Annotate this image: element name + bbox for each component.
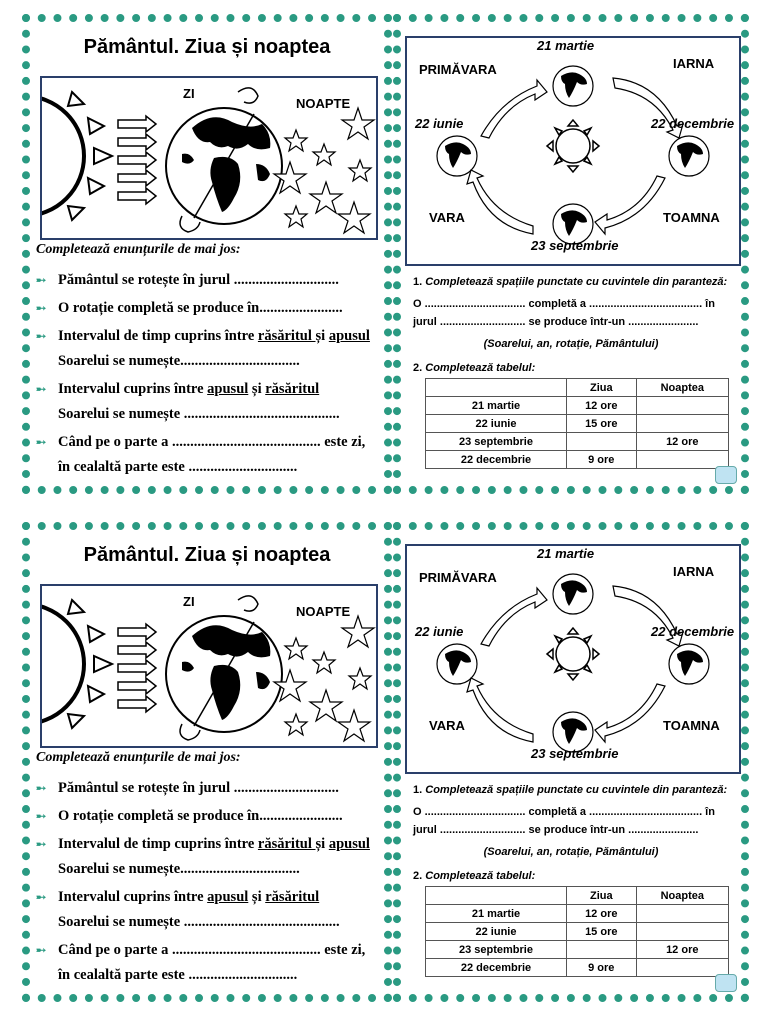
bullet-arrow-icon: ➸ bbox=[36, 809, 47, 823]
season-label: PRIMĂVARA bbox=[419, 62, 497, 77]
left-card bbox=[22, 522, 392, 1002]
statement-text: Soarelui se numește ........................................... bbox=[58, 914, 340, 930]
table-cell[interactable]: 21 martie bbox=[426, 905, 567, 923]
statement-item bbox=[36, 296, 374, 321]
table-cell[interactable]: 9 ore bbox=[567, 959, 637, 977]
task1-line: O ................................. completă a ..................................... în bbox=[413, 806, 715, 818]
season-label: IARNA bbox=[673, 564, 715, 579]
task1-heading: 1. Completează spațiile punctate cu cuvintele din paranteză: bbox=[413, 276, 728, 288]
season-label: VARA bbox=[429, 210, 465, 225]
statement-text: Soarelui se numește ........................................... bbox=[58, 406, 340, 422]
statement-item bbox=[36, 430, 374, 480]
statement-text: Intervalul cuprins între bbox=[58, 381, 208, 397]
instruction-text: Completează enunțurile de mai jos: bbox=[36, 242, 241, 257]
statement-item bbox=[36, 268, 374, 293]
table-header: Noaptea bbox=[636, 887, 728, 905]
bullet-arrow-icon: ➸ bbox=[36, 837, 47, 851]
table-cell[interactable]: 12 ore bbox=[567, 905, 637, 923]
table-row bbox=[426, 959, 729, 977]
table-cell[interactable] bbox=[636, 923, 728, 941]
statement-text: și bbox=[248, 381, 266, 397]
statement-list bbox=[36, 268, 374, 483]
table-header bbox=[426, 379, 567, 397]
bullet-arrow-icon: ➸ bbox=[36, 301, 47, 315]
table-row bbox=[426, 415, 729, 433]
bullet-arrow-icon: ➸ bbox=[36, 781, 47, 795]
statement-text: O rotație completă se produce în....................... bbox=[58, 300, 343, 316]
bullet-arrow-icon: ➸ bbox=[36, 435, 47, 449]
task1-line: jurul ............................ se produce într-un ....................... bbox=[413, 824, 699, 836]
statement-text: apusul bbox=[207, 889, 249, 905]
table-cell[interactable]: 12 ore bbox=[636, 433, 728, 451]
statement-item bbox=[36, 776, 374, 801]
instruction-text: Completează enunțurile de mai jos: bbox=[36, 750, 241, 765]
table-cell[interactable] bbox=[636, 959, 728, 977]
left-card bbox=[22, 14, 392, 494]
statement-text: Soarelui se numește................................. bbox=[58, 861, 300, 877]
statement-text: Pământul se rotește în jurul ............................. bbox=[58, 272, 339, 288]
date-label: 21 martie bbox=[537, 38, 595, 53]
statement-text: răsăritul bbox=[265, 381, 320, 397]
statement-item bbox=[36, 804, 374, 829]
date-label: 21 martie bbox=[537, 546, 595, 561]
table-row bbox=[426, 433, 729, 451]
statement-text: Când pe o parte a ......................................... bbox=[58, 434, 321, 450]
table-cell[interactable]: 23 septembrie bbox=[426, 433, 567, 451]
statement-text: Când pe o parte a ......................................... bbox=[58, 942, 321, 958]
table-cell[interactable]: 12 ore bbox=[636, 941, 728, 959]
table-cell[interactable] bbox=[636, 415, 728, 433]
statement-text: Intervalul de timp cuprins între bbox=[58, 836, 258, 852]
sun-earth-illustration bbox=[40, 76, 378, 240]
earth-globe-icon bbox=[166, 616, 282, 732]
table-cell[interactable]: 9 ore bbox=[567, 451, 637, 469]
table-header bbox=[426, 887, 567, 905]
day-night-table bbox=[425, 886, 729, 977]
day-label: ZI bbox=[183, 594, 195, 609]
night-label: NOAPTE bbox=[296, 604, 351, 619]
table-cell[interactable]: 22 decembrie bbox=[426, 959, 567, 977]
right-card bbox=[393, 522, 749, 1002]
date-label: 23 septembrie bbox=[531, 238, 619, 253]
statement-text: este zi, în cealaltă parte este .............................. bbox=[58, 434, 366, 475]
table-cell[interactable]: 22 decembrie bbox=[426, 451, 567, 469]
night-label: NOAPTE bbox=[296, 96, 351, 111]
day-label: ZI bbox=[183, 86, 195, 101]
right-card bbox=[393, 14, 749, 494]
bullet-arrow-icon: ➸ bbox=[36, 943, 47, 957]
light-ray-arrows bbox=[118, 116, 156, 204]
worksheet-copy bbox=[0, 508, 768, 1014]
statement-item bbox=[36, 832, 374, 882]
table-cell[interactable]: 22 iunie bbox=[426, 415, 567, 433]
worksheet-copy bbox=[0, 0, 768, 506]
light-ray-arrows bbox=[118, 624, 156, 712]
statement-text: răsăritul bbox=[257, 328, 316, 344]
page-title: Pământul. Ziua și noaptea bbox=[83, 544, 331, 566]
stars-icon bbox=[274, 108, 374, 233]
date-label: 22 iunie bbox=[415, 116, 464, 131]
date-label: 22 decembrie bbox=[651, 624, 735, 639]
statement-text: apusul bbox=[207, 381, 249, 397]
table-row bbox=[426, 905, 729, 923]
statement-list bbox=[36, 776, 374, 991]
statement-item bbox=[36, 885, 374, 935]
center-sun-icon bbox=[547, 628, 599, 680]
bullet-arrow-icon: ➸ bbox=[36, 382, 47, 396]
statement-item bbox=[36, 938, 374, 988]
table-row bbox=[426, 451, 729, 469]
sun-earth-illustration bbox=[40, 584, 378, 748]
table-cell[interactable]: 22 iunie bbox=[426, 923, 567, 941]
statement-text: O rotație completă se produce în....................... bbox=[58, 808, 343, 824]
statement-text: Intervalul cuprins între bbox=[58, 889, 208, 905]
statement-text: răsăritul bbox=[257, 836, 316, 852]
publisher-logo bbox=[715, 466, 737, 484]
task1-heading: 1. Completează spațiile punctate cu cuvintele din paranteză: bbox=[413, 784, 728, 796]
statement-text: răsăritul bbox=[265, 889, 320, 905]
date-label: 22 decembrie bbox=[651, 116, 735, 131]
table-row bbox=[426, 941, 729, 959]
sun-icon bbox=[42, 600, 112, 728]
table-row bbox=[426, 397, 729, 415]
stars-icon bbox=[274, 616, 374, 741]
statement-text: apusul bbox=[328, 328, 370, 344]
task1-words: (Soarelui, an, rotație, Pământului) bbox=[483, 338, 659, 350]
bullet-arrow-icon: ➸ bbox=[36, 273, 47, 287]
task2-heading: 2. Completează tabelul: bbox=[413, 362, 536, 374]
date-label: 23 septembrie bbox=[531, 746, 619, 761]
task2-heading: 2. Completează tabelul: bbox=[413, 870, 536, 882]
season-label: IARNA bbox=[673, 56, 715, 71]
season-label: PRIMĂVARA bbox=[419, 570, 497, 585]
season-label: TOAMNA bbox=[663, 718, 720, 733]
table-cell[interactable]: 15 ore bbox=[567, 415, 637, 433]
statement-text: și bbox=[315, 836, 329, 852]
seasons-diagram bbox=[405, 544, 741, 774]
statement-text: și bbox=[248, 889, 266, 905]
table-cell[interactable] bbox=[567, 433, 637, 451]
table-cell[interactable] bbox=[636, 451, 728, 469]
statement-text: Intervalul de timp cuprins între bbox=[58, 328, 258, 344]
sun-icon bbox=[42, 92, 112, 220]
earth-globe-icon bbox=[166, 108, 282, 224]
seasons-diagram bbox=[405, 36, 741, 266]
task1-words: (Soarelui, an, rotație, Pământului) bbox=[483, 846, 659, 858]
publisher-logo bbox=[715, 974, 737, 992]
table-header: Ziua bbox=[567, 379, 637, 397]
table-cell[interactable] bbox=[567, 941, 637, 959]
table-row bbox=[426, 923, 729, 941]
table-header: Ziua bbox=[567, 887, 637, 905]
table-cell[interactable]: 15 ore bbox=[567, 923, 637, 941]
statement-text: Soarelui se numește................................. bbox=[58, 353, 300, 369]
statement-text: și bbox=[315, 328, 329, 344]
season-label: VARA bbox=[429, 718, 465, 733]
date-label: 22 iunie bbox=[415, 624, 464, 639]
day-night-table bbox=[425, 378, 729, 469]
page-title: Pământul. Ziua și noaptea bbox=[83, 36, 331, 58]
bullet-arrow-icon: ➸ bbox=[36, 890, 47, 904]
table-cell[interactable]: 23 septembrie bbox=[426, 941, 567, 959]
statement-item bbox=[36, 324, 374, 374]
season-label: TOAMNA bbox=[663, 210, 720, 225]
center-sun-icon bbox=[547, 120, 599, 172]
statement-text: apusul bbox=[328, 836, 370, 852]
task1-line: O ................................. completă a ..................................... în bbox=[413, 298, 715, 310]
table-cell[interactable] bbox=[636, 397, 728, 415]
statement-text: Pământul se rotește în jurul ............................. bbox=[58, 780, 339, 796]
task1-line: jurul ............................ se produce într-un ....................... bbox=[413, 316, 699, 328]
table-cell[interactable] bbox=[636, 905, 728, 923]
table-cell[interactable]: 21 martie bbox=[426, 397, 567, 415]
statement-text: este zi, în cealaltă parte este .............................. bbox=[58, 942, 366, 983]
table-cell[interactable]: 12 ore bbox=[567, 397, 637, 415]
bullet-arrow-icon: ➸ bbox=[36, 329, 47, 343]
table-header: Noaptea bbox=[636, 379, 728, 397]
statement-item bbox=[36, 377, 374, 427]
